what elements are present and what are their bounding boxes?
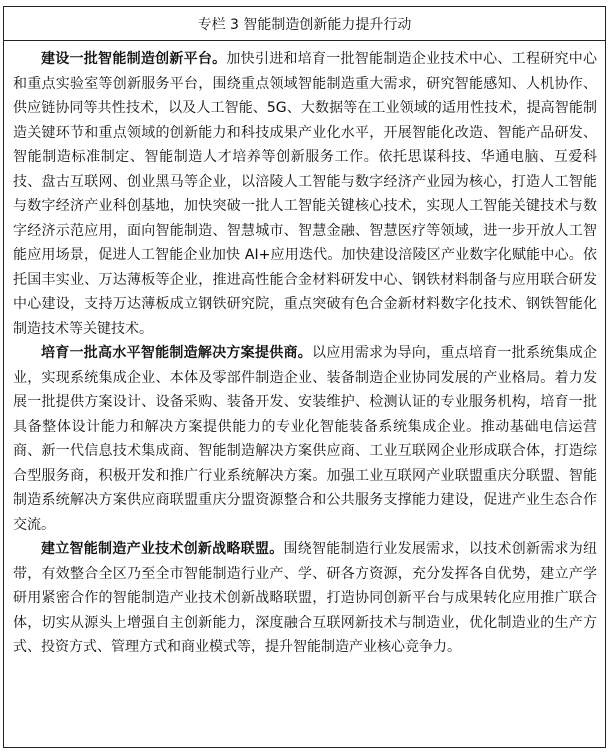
paragraph-lead: 培育一批高水平智能制造解决方案提供商。 — [41, 345, 312, 361]
box-body — [4, 41, 605, 660]
paragraph-strategic-alliance — [13, 537, 597, 660]
paragraph-innovation-platforms — [13, 47, 597, 341]
feature-box — [3, 6, 606, 748]
paragraph-solution-providers — [13, 341, 597, 537]
paragraph-lead: 建设一批智能制造创新平台。 — [41, 51, 227, 67]
paragraph-text: 围绕智能制造行业发展需求，以技术创新需求为纽带，有效整合全区乃至全市智能制造行业产、学、研各方资源，充分发挥各自优势，建立产学研用紧密合作的智能制造产业技术创新战略联盟，打造协同创新平台与成果转化应用推广联合体，切实从源头上增强自主创新能力，深度融合互联网新技术与制造业，优化制造业的生产方式、投资方式、管理方式和商业模式等，提升智能制造产业核心竞争力。 — [13, 541, 598, 655]
paragraph-text: 加快引进和培育一批智能制造企业技术中心、工程研究中心和重点实验室等创新服务平台，围绕重点领域智能制造重大需求，研究智能感知、人机协作、供应链协同等共性技术，以及人工智能、5G、大数据等在工业领域的适用性技术，提高智能制造关键环节和重点领域的创新能力和科技成果产业化水平，开展智能化改造、智能产品研发、智能制造标准制定、智能制造人才培养等创新服务工作。依托思谋科技、华通电脑、互爱科技、盘古互联网、创业黑马等企业，以涪陵人工智能与数字经济产业园为核心，打造人工智能与数字经济产业科创基地，加快突破一批人工智能关键核心技术，实现人工智能关键技术与数字经济示范应用，面向智能制造、智慧城市、智慧金融、智慧医疗等领域，进一步开放人工智能应用场景，促进人工智能企业加快 AI+应用迭代。加快建设涪陵区产业数字化赋能中心。依托国丰实业、万达薄板等企业，推进高性能合金材料研发中心、钢铁材料制备与应用联合研发中心建设，支持万达薄板成立钢铁研究院，重点突破有色合金新材料数字化技术、钢铁智能化制造技术等关键技术。 — [13, 51, 597, 337]
paragraph-text: 以应用需求为导向，重点培育一批系统集成企业，实现系统集成企业、本体及零部件制造企业、装备制造企业协同发展的产业格局。着力发展一批提供方案设计、设备采购、装备开发、安装维护、检测认证的专业服务机构，培育一批具备整体设计能力和解决方案提供能力的专业化智能装备系统集成企业。推动基础电信运营商、新一代信息技术集成商、智能制造解决方案供应商、工业互联网企业形成联合体，打造综合型服务商，积极开发和推广行业系统解决方案。加强工业互联网产业联盟重庆分联盟、智能制造系统解决方案供应商联盟重庆分盟资源整合和公共服务支撑能力建设，促进产业生态合作交流。 — [13, 345, 597, 533]
paragraph-lead: 建立智能制造产业技术创新战略联盟。 — [41, 541, 284, 557]
box-title: 专栏 3 智能制造创新能力提升行动 — [4, 7, 605, 41]
